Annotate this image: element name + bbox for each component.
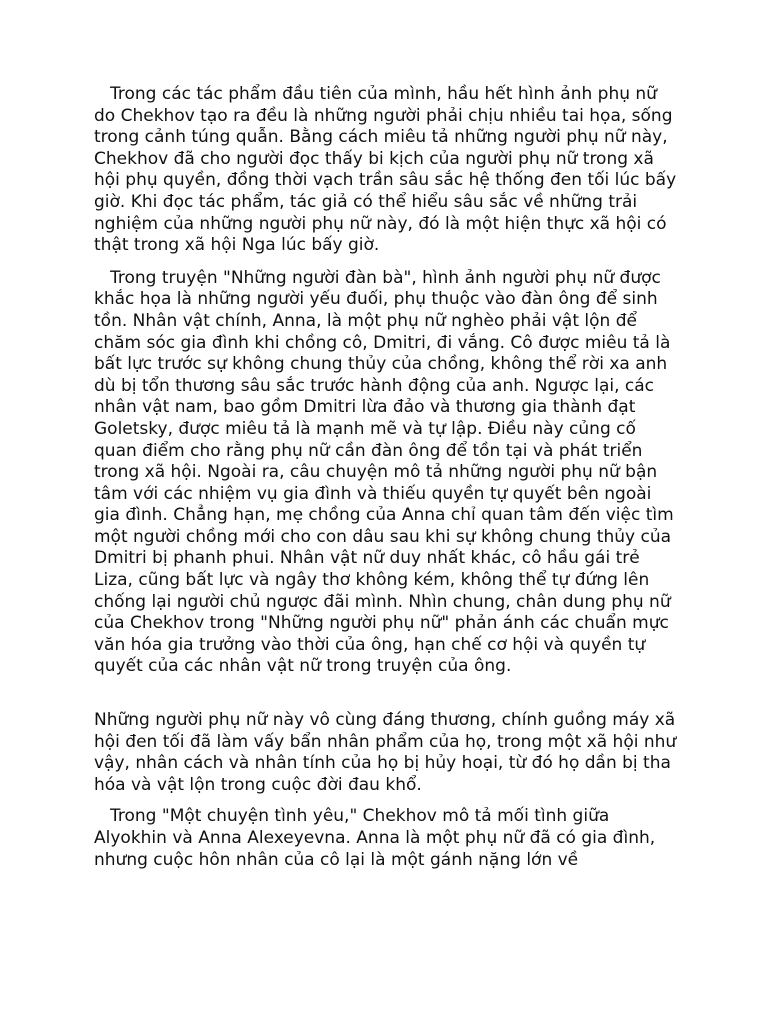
paragraph-nhung-nguoi-dan-ba: Trong truyện "Những người đàn bà", hình ảnh người phụ nữ được khắc họa là những người yếu đuối, phụ thuộc vào đàn ông để sinh tồn. Nhân vật chính, Anna, là một phụ nữ nghèo phải vật lộn để chăm sóc gia đình khi chồng cô, Dmitri, đi vắng. Cô được miêu tả là bất lực trước sự không chung thủy của chồng, không thể rời xa anh dù bị tổn thương sâu sắc trước hành động của anh. Ngược lại, các nhân vật nam, bao gồm Dmitri lừa đảo và thương gia thành đạt Goletsky, được miêu tả là mạnh mẽ và tự lập. Điều này củng cố quan điểm cho rằng phụ nữ cần đàn ông để tồn tại và phát triển trong xã hội. Ngoài ra, câu chuyện mô tả những người phụ nữ bận tâm với các nhiệm vụ gia đình và thiếu quyền tự quyết bên ngoài gia đình. Chẳng hạn, mẹ chồng của Anna chỉ quan tâm đến việc tìm một người chồng mới cho con dâu sau khi sự không chung thủy của Dmitri bị phanh phui. Nhân vật nữ duy nhất khác, cô hầu gái trẻ Liza, cũng bất lực và ngây thơ không kém, không thể tự đứng lên chống lại người chủ ngược đãi mình. Nhìn chung, chân dung phụ nữ của Chekhov trong "Những người phụ nữ" phản ánh các chuẩn mực văn hóa gia trưởng vào thời của ông, hạn chế cơ hội và quyền tự quyết của các nhân vật nữ trong truyện của ông. [94, 267, 674, 677]
paragraph-mot-chuyen-tinh-yeu: Trong "Một chuyện tình yêu," Chekhov mô tả mối tình giữa Alyokhin và Anna Alexeyevna. Anna là một phụ nữ đã có gia đình, nhưng cuộc hôn nhân của cô lại là một gánh nặng lớn về [94, 806, 656, 870]
paragraph-early-works: Trong các tác phẩm đầu tiên của mình, hầu hết hình ảnh phụ nữ do Chekhov tạo ra đều là những người phải chịu nhiều tai họa, sống trong cảnh túng quẫn. Bằng cách miêu tả những người phụ nữ này, Chekhov đã cho người đọc thấy bi kịch của người phụ nữ trong xã hội phụ quyền, đồng thời vạch trần sâu sắc hệ thống đen tối lúc bấy giờ. Khi đọc tác phẩm, tác giả có thể hiểu sâu sắc về những trải nghiệm của những người phụ nữ này, đó là một hiện thực xã hội có thật trong xã hội Nga lúc bấy giờ. [94, 84, 677, 256]
document-body [94, 84, 680, 871]
paragraph-pitiful-women: Những người phụ nữ này vô cùng đáng thương, chính guồng máy xã hội đen tối đã làm vấy bẩn nhân phẩm của họ, trong một xã hội như vậy, nhân cách và nhân tính của họ bị hủy hoại, từ đó họ dần bị tha hóa và vật lộn trong cuộc đời đau khổ. [94, 710, 677, 795]
